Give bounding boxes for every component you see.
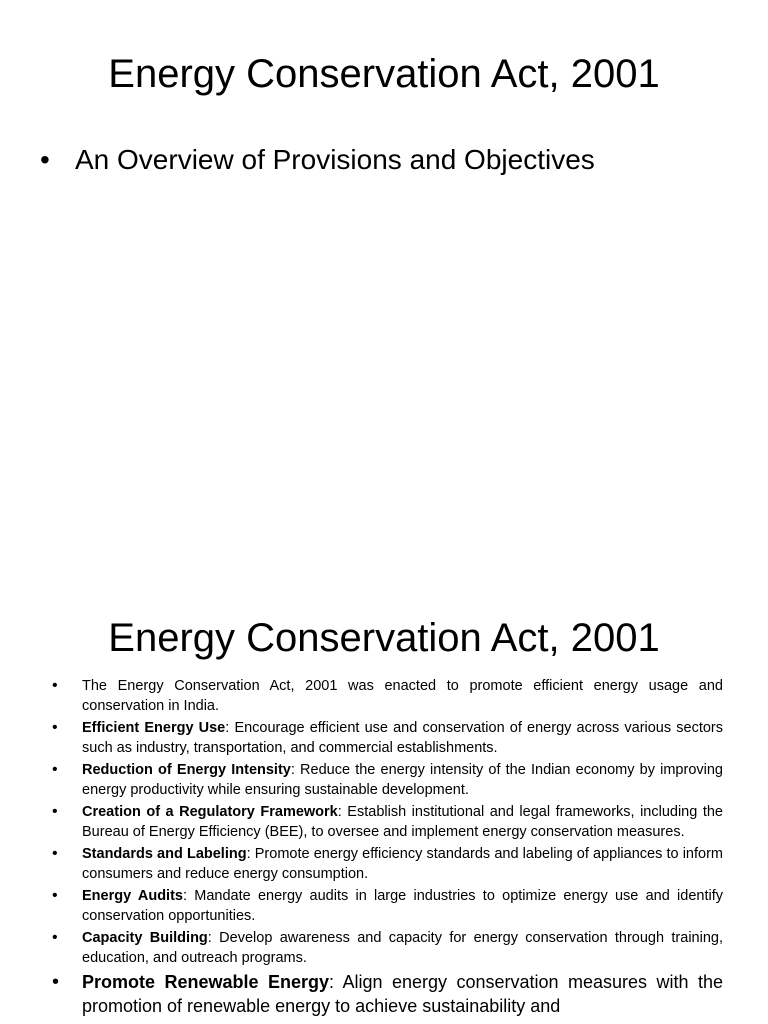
list-item-text bbox=[82, 760, 723, 800]
list-item bbox=[52, 844, 723, 884]
bullet-icon: • bbox=[52, 887, 58, 904]
list-item-body: : Establish institutional and legal frameworks, including the Bureau of Energy Efficiency (BEE), to oversee and implement energy conservation measures. bbox=[82, 804, 723, 840]
bullet-icon: • bbox=[52, 971, 60, 993]
list-item bbox=[52, 802, 723, 842]
subtitle-list bbox=[40, 140, 595, 180]
bullet-icon: • bbox=[52, 719, 58, 736]
list-item-term: Energy Audits bbox=[82, 888, 183, 904]
list-item-body: : Align energy conservation measures with the promotion of renewable energy to achieve sustainability and bbox=[82, 972, 723, 1016]
list-item-term: Standards and Labeling bbox=[82, 846, 247, 862]
list-item-body: The Energy Conservation Act, 2001 was enacted to promote efficient energy usage and conservation in India. bbox=[82, 678, 723, 714]
subtitle-item bbox=[40, 140, 595, 180]
bullet-icon: • bbox=[52, 677, 58, 694]
list-item-body: : Develop awareness and capacity for energy conservation through training, education, and outreach programs. bbox=[82, 930, 723, 966]
list-item bbox=[52, 760, 723, 800]
list-item-term: Reduction of Energy Intensity bbox=[82, 762, 291, 778]
list-item-text bbox=[82, 718, 723, 758]
list-item-text bbox=[82, 676, 723, 716]
slide-overview bbox=[0, 580, 768, 1024]
list-item-text bbox=[82, 970, 723, 1018]
bullet-icon: • bbox=[52, 803, 58, 820]
list-item-term: Promote Renewable Energy bbox=[82, 972, 329, 992]
list-item bbox=[52, 886, 723, 926]
list-item bbox=[52, 718, 723, 758]
list-item-text bbox=[82, 844, 723, 884]
list-item-term: Efficient Energy Use bbox=[82, 720, 226, 736]
list-item bbox=[52, 970, 723, 1018]
slide-heading: Energy Conservation Act, 2001 bbox=[108, 616, 660, 660]
list-item bbox=[52, 928, 723, 968]
slide-heading: Energy Conservation Act, 2001 bbox=[108, 52, 660, 96]
list-item-text bbox=[82, 928, 723, 968]
list-item-term: Creation of a Regulatory Framework bbox=[82, 804, 338, 820]
list-item bbox=[52, 676, 723, 716]
bullet-icon: • bbox=[52, 929, 58, 946]
list-item-body: : Reduce the energy intensity of the Indian economy by improving energy productivity while ensuring sustainable development. bbox=[82, 762, 723, 798]
bullet-icon: • bbox=[52, 761, 58, 778]
list-item-body: : Encourage efficient use and conservation of energy across various sectors such as industry, transportation, and commercial establishments. bbox=[82, 720, 724, 756]
list-item-term: Capacity Building bbox=[82, 930, 208, 946]
list-item-text bbox=[82, 802, 723, 842]
provisions-list bbox=[52, 676, 723, 1020]
list-item-text bbox=[82, 886, 723, 926]
bullet-icon: • bbox=[40, 144, 50, 175]
list-item-body: : Promote energy efficiency standards and labeling of appliances to inform consumers and reduce energy consumption. bbox=[82, 846, 723, 882]
bullet-icon: • bbox=[52, 845, 58, 862]
list-item-body: : Mandate energy audits in large industries to optimize energy use and identify conservation opportunities. bbox=[82, 888, 723, 924]
subtitle-text: An Overview of Provisions and Objectives bbox=[75, 144, 595, 175]
